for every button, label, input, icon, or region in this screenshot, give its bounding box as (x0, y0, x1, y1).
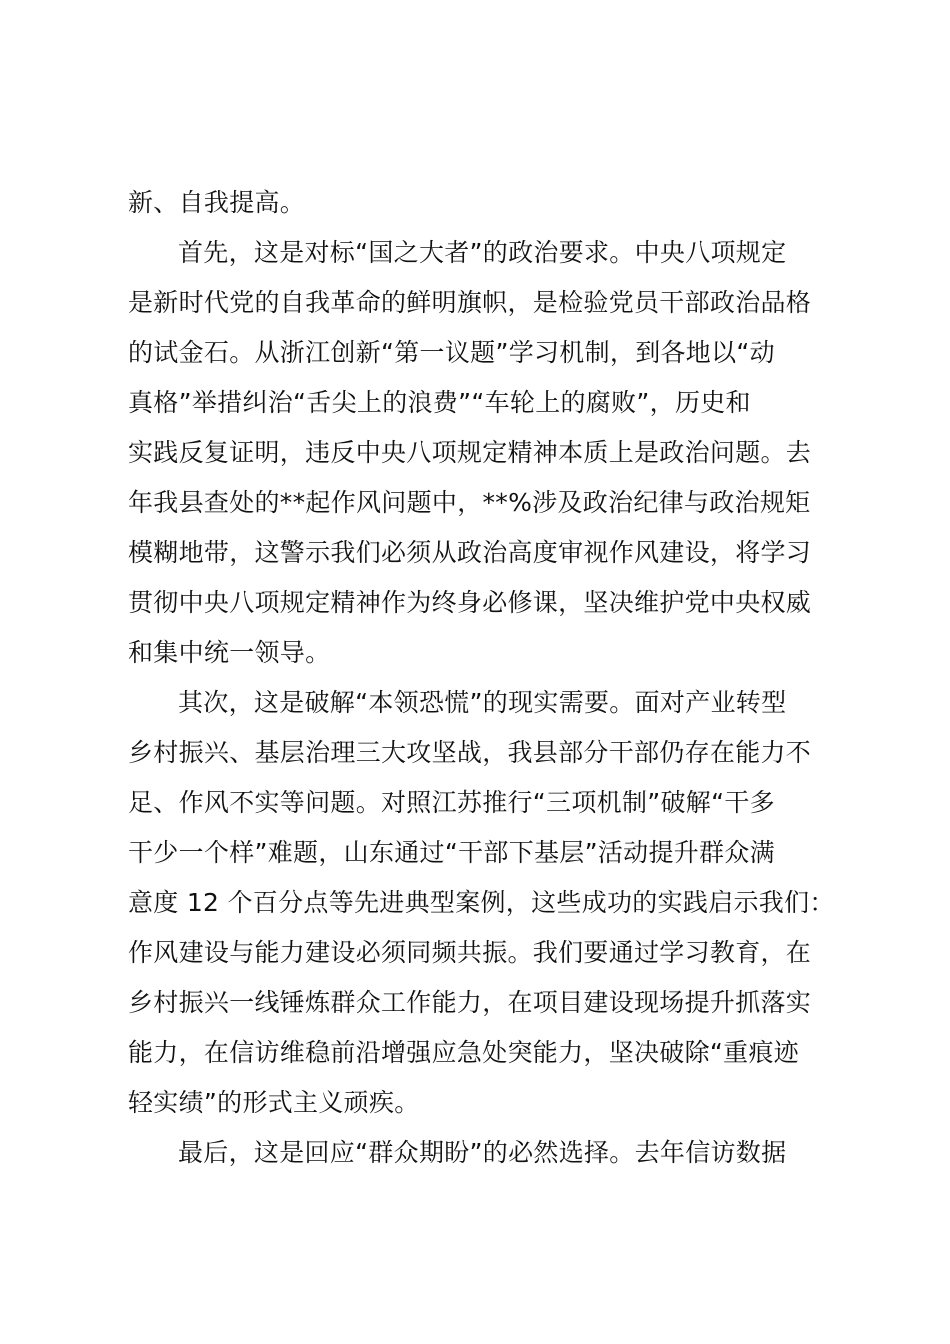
text-line: 模糊地带，这警示我们必须从政治高度审视作风建设，将学习 (128, 538, 812, 567)
text-line: 的试金石。从浙江创新“第一议题”学习机制，到各地以“动 (128, 338, 775, 367)
paragraph-first-line: 其次，这是破解“本领恐慌”的现实需要。面对产业转型 (178, 688, 787, 717)
text-line: 贯彻中央八项规定精神作为终身必修课，坚决维护党中央权威 (128, 588, 812, 617)
text-line: 轻实绩”的形式主义顽疾。 (128, 1088, 420, 1117)
paragraph-first-line: 最后，这是回应“群众期盼”的必然选择。去年信访数据 (178, 1138, 787, 1167)
text-line: 干少一个样”难题，山东通过“干部下基层”活动提升群众满 (128, 838, 775, 867)
text-line: 足、作风不实等问题。对照江苏推行“三项机制”破解“干多 (128, 788, 775, 817)
paragraph-first-line: 首先，这是对标“国之大者”的政治要求。中央八项规定 (178, 238, 787, 267)
text-line: 真格”举措纠治“舌尖上的浪费”“车轮上的腐败”，历史和 (128, 388, 751, 417)
text-line: 和集中统一领导。 (128, 638, 331, 667)
text-line: 年我县查处的**起作风问题中，**%涉及政治纪律与政治规矩 (128, 488, 811, 517)
text-line: 是新时代党的自我革命的鲜明旗帜，是检验党员干部政治品格 (128, 288, 812, 317)
text-line: 作风建设与能力建设必须同频共振。我们要通过学习教育，在 (128, 938, 812, 967)
text-line: 能力，在信访维稳前沿增强应急处突能力，坚决破除“重痕迹 (128, 1038, 800, 1067)
text-line: 乡村振兴一线锤炼群众工作能力，在项目建设现场提升抓落实 (128, 988, 812, 1017)
text-line: 意度 12 个百分点等先进典型案例，这些成功的实践启示我们： (128, 888, 835, 917)
text-line: 实践反复证明，违反中央八项规定精神本质上是政治问题。去 (128, 438, 812, 467)
text-line: 新、自我提高。 (128, 188, 306, 217)
text-line: 乡村振兴、基层治理三大攻坚战，我县部分干部仍存在能力不 (128, 738, 812, 767)
